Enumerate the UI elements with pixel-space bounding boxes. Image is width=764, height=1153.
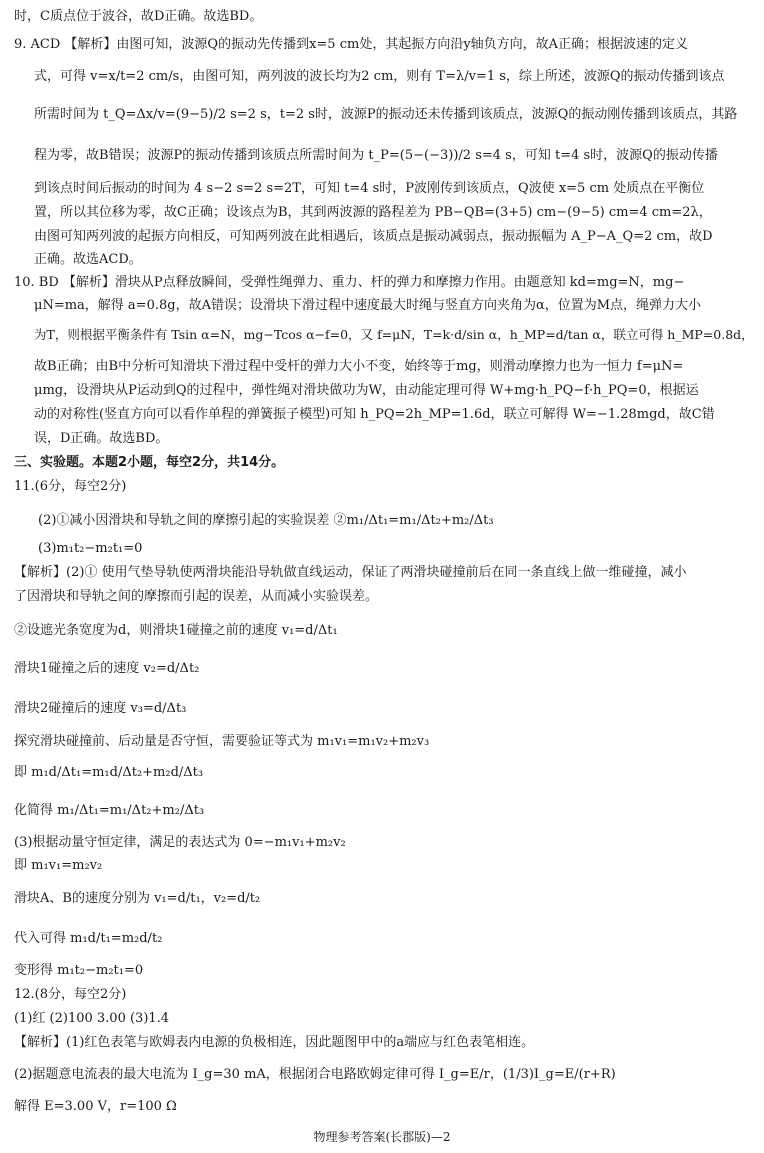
- text-line: 滑块1碰撞之后的速度 v₂=d/Δt₂: [14, 661, 200, 676]
- text-line: ②设遮光条宽度为d，则滑块1碰撞之前的速度 v₁=d/Δt₁: [14, 623, 338, 638]
- text-line: 式，可得 v=x/t=2 cm/s，由图可知，两列波的波长均为2 cm，则有 T=λ/v=1 s，综上所述，波源Q的振动传播到该点: [34, 69, 725, 84]
- text-line: 所需时间为 t_Q=Δx/v=(9−5)/2 s=2 s，t=2 s时，波源P的振动还未传播到该质点，波源Q的振动刚传播到该质点，其路: [34, 107, 738, 122]
- text-line: 正确。故选ACD。: [34, 252, 142, 267]
- text-line: 9. ACD 【解析】由图可知，波源Q的振动先传播到x=5 cm处，其起振方向沿y轴负方向，故A正确；根据波速的定义: [14, 37, 689, 52]
- text-line: 11.(6分，每空2分): [14, 479, 127, 494]
- text-line: 【解析】(2)① 使用气垫导轨使两滑块能沿导轨做直线运动，保证了两滑块碰撞前后在同一条直线上做一维碰撞，减小: [14, 565, 687, 580]
- text-line: 探究滑块碰撞前、后动量是否守恒，需要验证等式为 m₁v₁=m₁v₂+m₂v₃: [14, 734, 430, 749]
- section-heading: 三、实验题。本题2小题，每空2分，共14分。: [14, 455, 285, 470]
- page-footer: 物理参考答案(长郡版)—2: [313, 1130, 451, 1144]
- answer-line: (2)①减小因滑块和导轨之间的摩擦引起的实验误差 ②m₁/Δt₁=m₁/Δt₂+m₂/Δt₃: [38, 513, 494, 528]
- text-line: 【解析】(1)红色表笔与欧姆表内电源的负极相连，因此题图甲中的a端应与红色表笔相连。: [14, 1035, 535, 1050]
- text-line: 化简得 m₁/Δt₁=m₁/Δt₂+m₂/Δt₃: [14, 803, 205, 818]
- text-line: 变形得 m₁t₂−m₂t₁=0: [14, 963, 144, 978]
- answer-line: (1)红 (2)100 3.00 (3)1.4: [14, 1011, 170, 1026]
- text-line: 滑块2碰撞后的速度 v₃=d/Δt₃: [14, 701, 187, 716]
- text-line: 误，D正确。故选BD。: [34, 431, 169, 446]
- text-line: μN=ma，解得 a=0.8g，故A错误；设滑块下滑过程中速度最大时绳与竖直方向夹角为α，位置为M点，绳弹力大小: [34, 298, 702, 313]
- text-line: 即 m₁d/Δt₁=m₁d/Δt₂+m₂d/Δt₃: [14, 765, 204, 780]
- text-line: 故B正确；由B中分析可知滑块下滑过程中受杆的弹力大小不变，始终等于mg，则滑动摩擦力也为一恒力 f=μN=: [34, 359, 684, 374]
- text-line: μmg，设滑块从P运动到Q的过程中，弹性绳对滑块做功为W，由动能定理可得 W+mg·h_PQ−f·h_PQ=0，根据运: [34, 383, 699, 398]
- text-line: 时，C质点位于波谷，故D正确。故选BD。: [14, 9, 263, 24]
- text-line: 由图可知两列波的起振方向相反，可知两列波在此相遇后，该质点是振动减弱点，振动振幅为 A_P−A_Q=2 cm，故D: [34, 229, 713, 244]
- text-line: 12.(8分，每空2分): [14, 987, 127, 1002]
- text-line: 10. BD 【解析】滑块从P点释放瞬间，受弹性绳弹力、重力、杆的弹力和摩擦力作用。由题意知 kd=mg=N，mg−: [14, 275, 685, 290]
- text-line: 程为零，故B错误；波源P的振动传播到该质点所需时间为 t_P=(5−(−3))/2 s=4 s，可知 t=4 s时，波源Q的振动传播: [34, 148, 718, 163]
- text-line: (3)根据动量守恒定律，满足的表达式为 0=−m₁v₁+m₂v₂: [14, 835, 346, 850]
- text-line: 动的对称性(竖直方向可以看作单程的弹簧振子模型)可知 h_PQ=2h_MP=1.6d，联立可解得 W=−1.28mgd，故C错: [34, 407, 715, 422]
- text-line: 代入可得 m₁d/t₁=m₂d/t₂: [14, 931, 163, 946]
- text-line: 置，所以其位移为零，故C正确；设该点为B，其到两波源的路程差为 PB−QB=(3+5) cm−(9−5) cm=4 cm=2λ，: [34, 205, 712, 220]
- answer-line: (3)m₁t₂−m₂t₁=0: [38, 541, 143, 556]
- text-line: 滑块A、B的速度分别为 v₁=d/t₁，v₂=d/t₂: [14, 891, 261, 906]
- text-line: 为T，则根据平衡条件有 Tsin α=N，mg−Tcos α−f=0，又 f=μN，T=k·d/sin α，h_MP=d/tan α，联立可得 h_MP=0.8d，: [34, 327, 754, 342]
- text-line: 解得 E=3.00 V，r=100 Ω: [14, 1099, 177, 1114]
- text-line: (2)据题意电流表的最大电流为 I_g=30 mA，根据闭合电路欧姆定律可得 I_g=E/r，(1/3)I_g=E/(r+R): [14, 1067, 616, 1082]
- text-line: 了因滑块和导轨之间的摩擦而引起的误差，从而减小实验误差。: [14, 589, 379, 604]
- text-line: 到该点时间后振动的时间为 4 s−2 s=2 s=2T，可知 t=4 s时，P波刚传到该质点，Q波使 x=5 cm 处质点在平衡位: [34, 181, 705, 196]
- text-line: 即 m₁v₁=m₂v₂: [14, 858, 103, 873]
